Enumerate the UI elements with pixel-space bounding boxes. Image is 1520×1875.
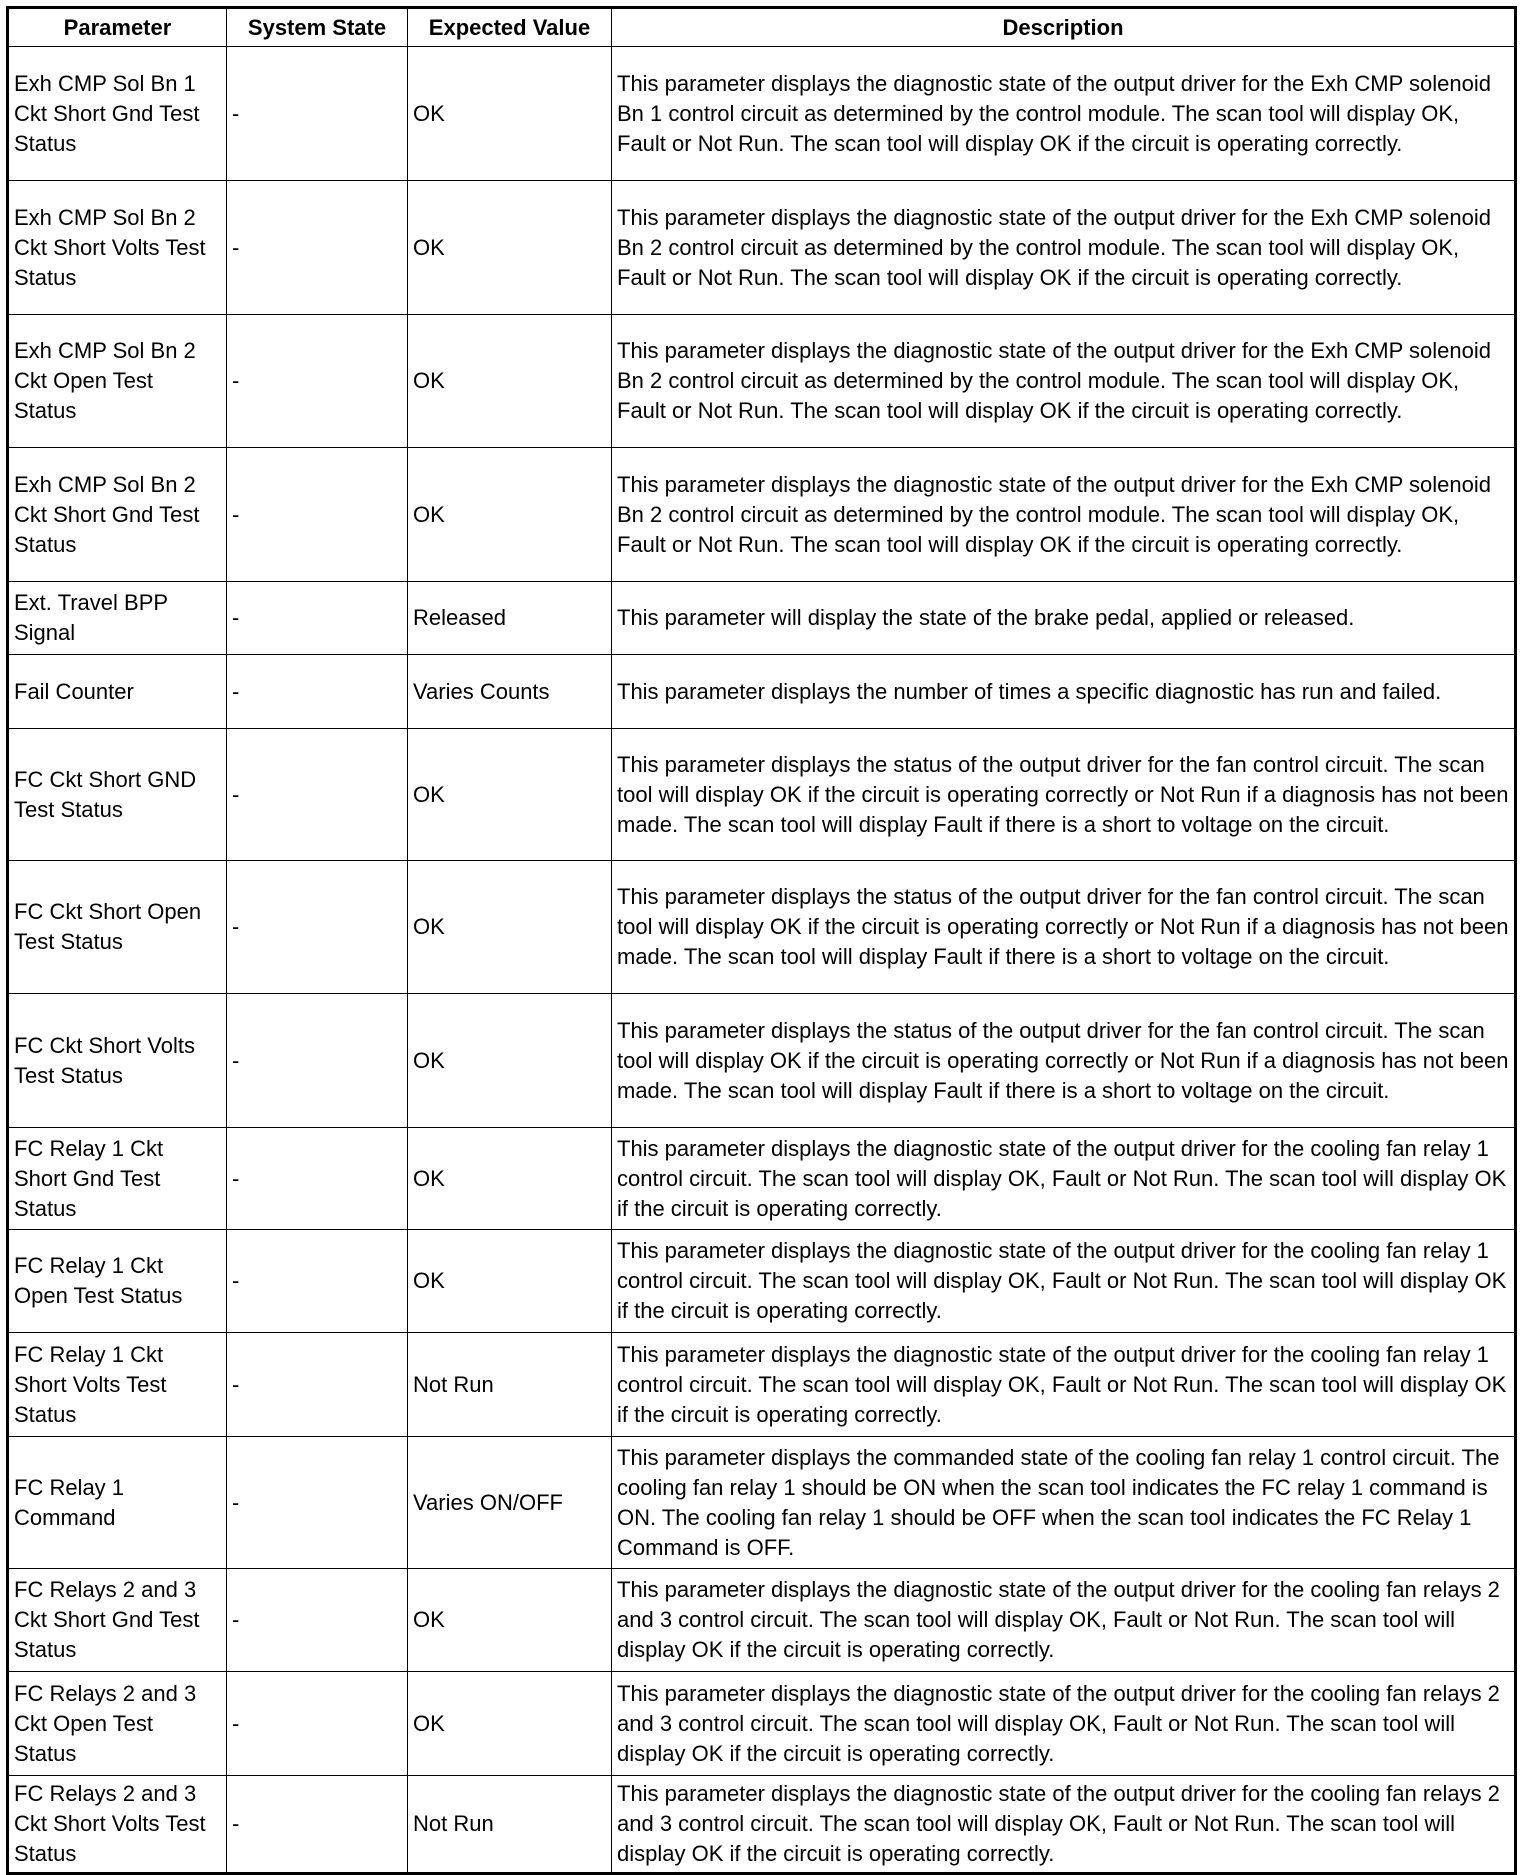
system-state-cell: - [227, 582, 408, 655]
system-state-cell: - [227, 655, 408, 729]
expected-value-cell: OK [408, 47, 612, 181]
header-system-state: System State [227, 8, 408, 47]
description-cell: This parameter displays the diagnostic state of the output driver for the cooling fan relays 2 and 3 control circuit. The scan tool will display OK, Fault or Not Run. The scan tool will display OK if the circuit is operating correctly. [612, 1776, 1516, 1874]
parameter-table [6, 6, 1517, 1875]
parameter-cell: FC Relay 1 Command [8, 1437, 227, 1569]
expected-value-cell: OK [408, 861, 612, 994]
table-row [8, 47, 1516, 181]
parameter-cell: Exh CMP Sol Bn 1 Ckt Short Gnd Test Status [8, 47, 227, 181]
table-row [8, 181, 1516, 315]
parameter-cell: Ext. Travel BPP Signal [8, 582, 227, 655]
parameter-cell: FC Ckt Short Volts Test Status [8, 994, 227, 1128]
system-state-cell: - [227, 1333, 408, 1437]
system-state-cell: - [227, 1776, 408, 1874]
table-row [8, 655, 1516, 729]
expected-value-cell: OK [408, 729, 612, 861]
parameter-cell: Exh CMP Sol Bn 2 Ckt Short Gnd Test Status [8, 448, 227, 582]
expected-value-cell: OK [408, 994, 612, 1128]
system-state-cell: - [227, 1128, 408, 1230]
description-cell: This parameter displays the number of times a specific diagnostic has run and failed. [612, 655, 1516, 729]
expected-value-cell: Not Run [408, 1776, 612, 1874]
description-cell: This parameter displays the commanded state of the cooling fan relay 1 control circuit. The cooling fan relay 1 should be ON when the scan tool indicates the FC relay 1 command is ON. The cooling fan relay 1 should be OFF when the scan tool indicates the FC Relay 1 Command is OFF. [612, 1437, 1516, 1569]
parameter-cell: FC Relay 1 Ckt Short Gnd Test Status [8, 1128, 227, 1230]
header-row [8, 8, 1516, 47]
description-cell: This parameter displays the diagnostic state of the output driver for the cooling fan relay 1 control circuit. The scan tool will display OK, Fault or Not Run. The scan tool will display OK if the circuit is operating correctly. [612, 1333, 1516, 1437]
parameter-cell: FC Relays 2 and 3 Ckt Short Gnd Test Status [8, 1569, 227, 1672]
system-state-cell: - [227, 1437, 408, 1569]
system-state-cell: - [227, 1230, 408, 1333]
expected-value-cell: OK [408, 1569, 612, 1672]
description-cell: This parameter displays the diagnostic state of the output driver for the cooling fan relays 2 and 3 control circuit. The scan tool will display OK, Fault or Not Run. The scan tool will display OK if the circuit is operating correctly. [612, 1672, 1516, 1776]
description-cell: This parameter will display the state of the brake pedal, applied or released. [612, 582, 1516, 655]
table-row [8, 582, 1516, 655]
parameter-cell: FC Relays 2 and 3 Ckt Open Test Status [8, 1672, 227, 1776]
description-cell: This parameter displays the status of the output driver for the fan control circuit. The scan tool will display OK if the circuit is operating correctly or Not Run if a diagnosis has not been made. The scan tool will display Fault if there is a short to voltage on the circuit. [612, 861, 1516, 994]
description-cell: This parameter displays the diagnostic state of the output driver for the cooling fan relays 2 and 3 control circuit. The scan tool will display OK, Fault or Not Run. The scan tool will display OK if the circuit is operating correctly. [612, 1569, 1516, 1672]
parameter-cell: Exh CMP Sol Bn 2 Ckt Short Volts Test Status [8, 181, 227, 315]
description-cell: This parameter displays the diagnostic state of the output driver for the Exh CMP solenoid Bn 2 control circuit as determined by the control module. The scan tool will display OK, Fault or Not Run. The scan tool will display OK if the circuit is operating correctly. [612, 448, 1516, 582]
system-state-cell: - [227, 994, 408, 1128]
description-cell: This parameter displays the diagnostic state of the output driver for the Exh CMP solenoid Bn 2 control circuit as determined by the control module. The scan tool will display OK, Fault or Not Run. The scan tool will display OK if the circuit is operating correctly. [612, 315, 1516, 448]
header-expected-value: Expected Value [408, 8, 612, 47]
description-cell: This parameter displays the status of the output driver for the fan control circuit. The scan tool will display OK if the circuit is operating correctly or Not Run if a diagnosis has not been made. The scan tool will display Fault if there is a short to voltage on the circuit. [612, 994, 1516, 1128]
table-row [8, 1569, 1516, 1672]
parameter-cell: FC Relay 1 Ckt Open Test Status [8, 1230, 227, 1333]
table-row [8, 994, 1516, 1128]
expected-value-cell: OK [408, 181, 612, 315]
table-row [8, 1333, 1516, 1437]
system-state-cell: - [227, 729, 408, 861]
table-row [8, 861, 1516, 994]
parameter-cell: FC Ckt Short GND Test Status [8, 729, 227, 861]
description-cell: This parameter displays the diagnostic state of the output driver for the cooling fan relay 1 control circuit. The scan tool will display OK, Fault or Not Run. The scan tool will display OK if the circuit is operating correctly. [612, 1230, 1516, 1333]
table-row [8, 448, 1516, 582]
parameter-cell: Exh CMP Sol Bn 2 Ckt Open Test Status [8, 315, 227, 448]
parameter-cell: FC Ckt Short Open Test Status [8, 861, 227, 994]
description-cell: This parameter displays the diagnostic state of the output driver for the Exh CMP solenoid Bn 1 control circuit as determined by the control module. The scan tool will display OK, Fault or Not Run. The scan tool will display OK if the circuit is operating correctly. [612, 47, 1516, 181]
description-cell: This parameter displays the diagnostic state of the output driver for the Exh CMP solenoid Bn 2 control circuit as determined by the control module. The scan tool will display OK, Fault or Not Run. The scan tool will display OK if the circuit is operating correctly. [612, 181, 1516, 315]
table-row [8, 729, 1516, 861]
description-cell: This parameter displays the diagnostic state of the output driver for the cooling fan relay 1 control circuit. The scan tool will display OK, Fault or Not Run. The scan tool will display OK if the circuit is operating correctly. [612, 1128, 1516, 1230]
header-parameter: Parameter [8, 8, 227, 47]
expected-value-cell: Not Run [408, 1333, 612, 1437]
parameter-cell: Fail Counter [8, 655, 227, 729]
table-row [8, 1672, 1516, 1776]
system-state-cell: - [227, 861, 408, 994]
expected-value-cell: OK [408, 1230, 612, 1333]
table-row [8, 1128, 1516, 1230]
system-state-cell: - [227, 1672, 408, 1776]
table-row [8, 1776, 1516, 1874]
table-row [8, 1230, 1516, 1333]
expected-value-cell: Varies Counts [408, 655, 612, 729]
expected-value-cell: OK [408, 1128, 612, 1230]
expected-value-cell: OK [408, 315, 612, 448]
table-row [8, 315, 1516, 448]
header-description: Description [612, 8, 1516, 47]
expected-value-cell: Released [408, 582, 612, 655]
table-row [8, 1437, 1516, 1569]
parameter-cell: FC Relays 2 and 3 Ckt Short Volts Test Status [8, 1776, 227, 1874]
expected-value-cell: OK [408, 448, 612, 582]
expected-value-cell: Varies ON/OFF [408, 1437, 612, 1569]
system-state-cell: - [227, 47, 408, 181]
system-state-cell: - [227, 181, 408, 315]
system-state-cell: - [227, 315, 408, 448]
system-state-cell: - [227, 448, 408, 582]
parameter-cell: FC Relay 1 Ckt Short Volts Test Status [8, 1333, 227, 1437]
expected-value-cell: OK [408, 1672, 612, 1776]
system-state-cell: - [227, 1569, 408, 1672]
description-cell: This parameter displays the status of the output driver for the fan control circuit. The scan tool will display OK if the circuit is operating correctly or Not Run if a diagnosis has not been made. The scan tool will display Fault if there is a short to voltage on the circuit. [612, 729, 1516, 861]
